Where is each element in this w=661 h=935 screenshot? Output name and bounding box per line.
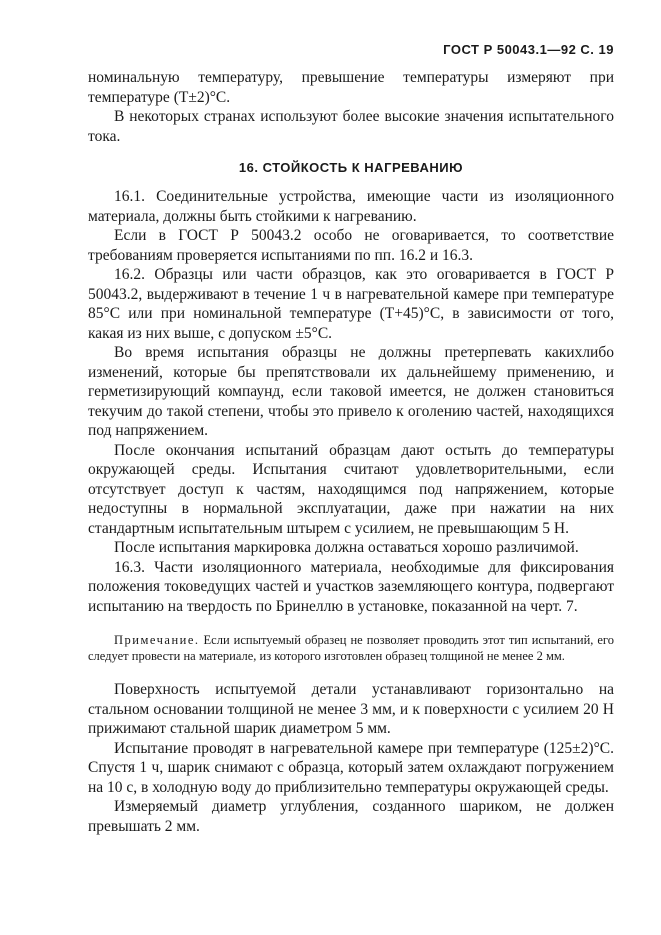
paragraph-16-1-verification: Если в ГОСТ Р 50043.2 особо не оговаривается, то соответствие требованиям проверяется испытаниями по пп. 16.2 и 16.3.	[88, 227, 614, 264]
note-text: Если испытуемый образец не позволяет проводить этот тип испытаний, его следует провести на материале, из которого изготовлен образец толщиной не менее 2 мм.	[88, 633, 614, 663]
paragraph-intro-current: В некоторых странах используют более высокие значения испытательного тока.	[88, 108, 614, 145]
paragraph-16-2: 16.2. Образцы или части образцов, как это оговаривается в ГОСТ Р 50043.2, выдерживают в течение 1 ч в нагревательной камере при температуре 85°С или при номинальной температуре (T+45)°С, в зависимости от того, какая из них выше, с допуском ±5°С.	[88, 266, 614, 342]
document-page	[88, 38, 614, 836]
paragraph-16-3: 16.3. Части изоляционного материала, необходимые для фиксирования положения токоведущих частей и участков заземляющего контура, подвергают испытанию на твердость по Бринеллю в установке, показанной на черт. 7.	[88, 558, 614, 615]
paragraph-heating: Испытание проводят в нагревательной камере при температуре (125±2)°С. Спустя 1 ч, шарик снимают с образца, который затем охлаждают погружением на 10 с, в холодную воду до приблизительно температуры окружающей среды.	[88, 739, 614, 796]
paragraph-16-2-requirements: Во время испытания образцы не должны претерпевать какихлибо изменений, которые бы препятствовали их дальнейшему применению, и герметизирующий компаунд, если таковой имеется, не должен становиться текучим до такой степени, чтобы это привело к оголению частей, находящихся под напряжением.	[88, 344, 614, 439]
note	[88, 632, 614, 664]
running-header: ГОСТ Р 50043.1—92 С. 19	[443, 42, 614, 57]
paragraph-surface: Поверхность испытуемой детали устанавливают горизонтально на стальном основании толщиной не менее 3 мм, и к поверхности с усилием 20 Н прижимают стальной шарик диаметром 5 мм.	[88, 681, 614, 737]
section-heading: 16. СТОЙКОСТЬ К НАГРЕВАНИЮ	[238, 160, 464, 175]
note-label: Примечание.	[114, 633, 200, 647]
paragraph-16-2-marking: После испытания маркировка должна оставаться хорошо различимой.	[114, 539, 579, 556]
paragraph-diameter: Измеряемый диаметр углубления, созданного шариком, не должен превышать 2 мм.	[88, 798, 614, 835]
paragraph-16-1: 16.1. Соединительные устройства, имеющие части из изоляционного материала, должны быть стойкими к нагреванию.	[88, 188, 614, 225]
paragraph-intro-continuation: номинальную температуру, превышение температуры измеряют при температуре (T±2)°С.	[88, 69, 614, 106]
paragraph-16-2-cooling: После окончания испытаний образцам дают остыть до температуры окружающей среды. Испытания считают удовлетворительными, если отсутствует доступ к частям, находящимся под напряжением, которые недоступны в нормальной эксплуатации, даже при нажатии на них стандартным испытательным штырем с усилием, не превышающим 5 Н.	[88, 441, 614, 537]
